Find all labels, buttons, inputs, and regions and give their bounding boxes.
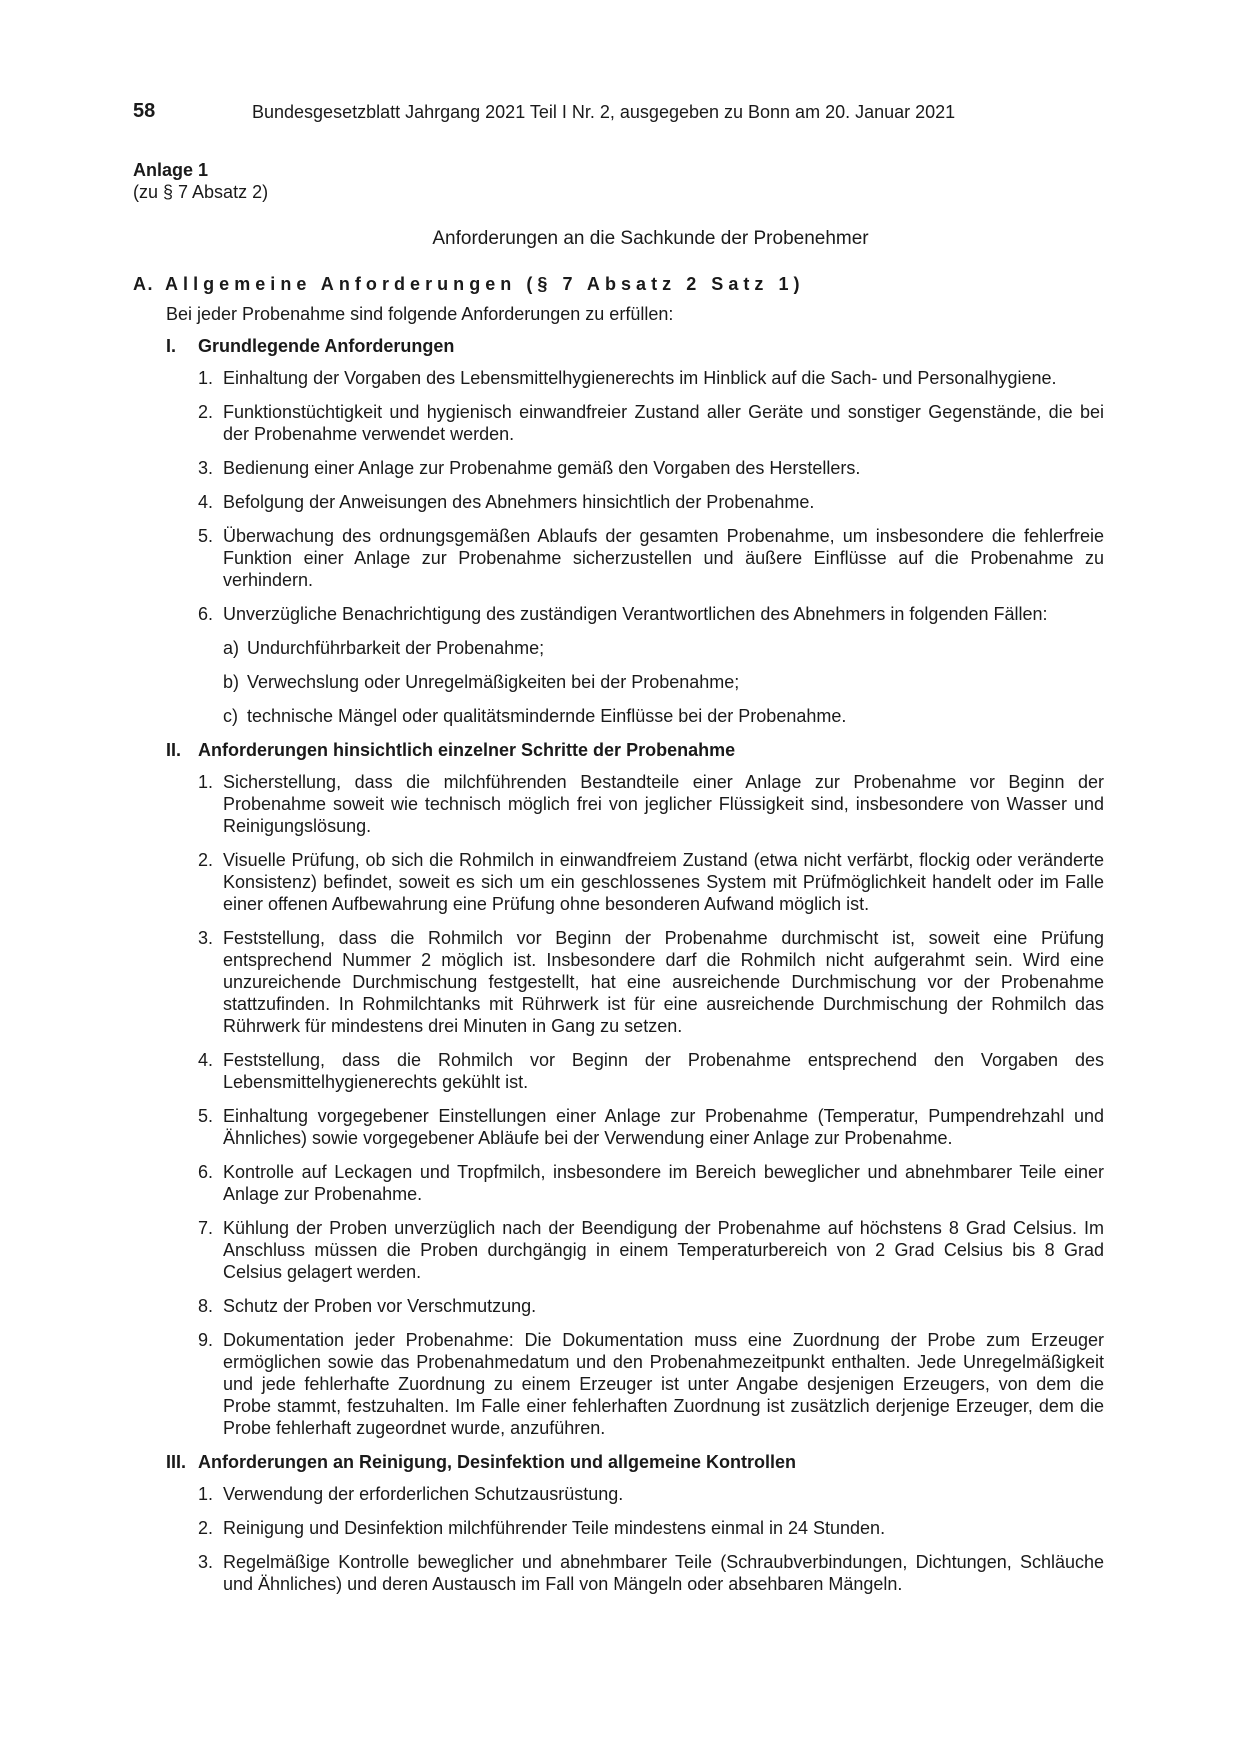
item-text: Kühlung der Proben unverzüglich nach der Beendigung der Probenahme auf höchstens 8 Grad Celsius. Im Anschluss müssen die Proben durchgängig in einem Temperaturbereich von 2 Grad Celsius bis 8 Grad Celsius gelagert werden. (223, 1218, 1104, 1282)
item-text: Bedienung einer Anlage zur Probenahme gemäß den Vorgaben des Herstellers. (223, 458, 861, 478)
item-text: Einhaltung vorgegebener Einstellungen einer Anlage zur Probenahme (Temperatur, Pumpendrehzahl und Ähnliches) sowie vorgegebener Abläufe bei der Verwendung einer Anlage zur Probenahme. (223, 1106, 1104, 1148)
section-title: Allgemeine Anforderungen (§ 7 Absatz 2 Satz 1) (165, 274, 805, 294)
list-item (198, 1105, 1113, 1149)
item-text: Reinigung und Desinfektion milchführender Teile mindestens einmal in 24 Stunden. (223, 1518, 886, 1538)
item-text: technische Mängel oder qualitätsmindernde Einflüsse bei der Probenahme. (247, 706, 847, 726)
section-heading (133, 273, 1113, 295)
subsection-title: Anforderungen hinsichtlich einzelner Schritte der Probenahme (198, 740, 736, 760)
running-head: Bundesgesetzblatt Jahrgang 2021 Teil I Nr. 2, ausgegeben zu Bonn am 20. Januar 2021 (252, 102, 956, 122)
item-number: 2. (198, 1518, 214, 1538)
document-body (133, 273, 1113, 1607)
item-number: 4. (198, 492, 214, 512)
item-text: Dokumentation jeder Probenahme: Die Dokumentation muss eine Zuordnung der Probe zum Erzeuger ermöglichen sowie das Probenahmedatum und den Probenahmezeitpunkt enthalten. Jede Unregelmäßigkeit und jede fehlerhafte Zuordnung zu einem Erzeuger ist unter Angabe desjenigen Erzeugers, von dem die Probe stammt, festzuhalten. Im Falle einer fehlerhaften Zuordnung ist zusätzlich derjenige Erzeuger, dem die Probe fehlerhaft zugeordnet wurde, anzuführen. (223, 1330, 1104, 1438)
list-item (198, 1483, 1113, 1505)
list-item (198, 401, 1113, 445)
sub-list-item (223, 705, 1113, 727)
item-text: Befolgung der Anweisungen des Abnehmers hinsichtlich der Probenahme. (223, 492, 815, 512)
item-number: 7. (198, 1218, 214, 1238)
list-item (198, 771, 1113, 837)
sub-list-item (223, 637, 1113, 659)
item-number: 3. (198, 458, 214, 478)
subsection-heading (166, 1451, 1113, 1473)
item-text: Funktionstüchtigkeit und hygienisch einwandfreier Zustand aller Geräte und sonstiger Gegenstände, die bei der Probenahme verwendet werden. (223, 402, 1104, 444)
item-number: 1. (198, 772, 214, 792)
item-text: Verwechslung oder Unregelmäßigkeiten bei der Probenahme; (247, 672, 740, 692)
item-text: Feststellung, dass die Rohmilch vor Beginn der Probenahme durchmischt ist, soweit eine Prüfung entsprechend Nummer 2 möglich ist. Insbesondere darf die Rohmilch nicht aufgerahmt sein. Wird eine unzureichende Durchmischung festgestellt, hat eine ausreichende Durchmischung vor der Probenahme stattzufinden. In Rohmilchtanks mit Rührwerk ist für eine ausreichende Durchmischung der Rohmilch das Rührwerk für mindestens drei Minuten in Gang zu setzen. (223, 928, 1104, 1036)
item-number: 1. (198, 368, 214, 388)
subsection-title: Anforderungen an Reinigung, Desinfektion und allgemeine Kontrollen (198, 1452, 797, 1472)
item-number: 6. (198, 604, 214, 624)
annex-block (133, 159, 268, 203)
subsection-heading (166, 335, 1113, 357)
item-number: 3. (198, 928, 214, 948)
section-mark: A. (133, 274, 154, 294)
item-text: Verwendung der erforderlichen Schutzausrüstung. (223, 1484, 624, 1504)
list-item (198, 367, 1113, 389)
item-number: 2. (198, 402, 214, 422)
list-item (198, 1295, 1113, 1317)
document-title: Anforderungen an die Sachkunde der Probenehmer (432, 228, 869, 249)
list-item (198, 603, 1113, 625)
item-number: 5. (198, 526, 214, 546)
section-intro: Bei jeder Probenahme sind folgende Anforderungen zu erfüllen: (166, 304, 674, 324)
item-number: 9. (198, 1330, 214, 1350)
item-text: Regelmäßige Kontrolle beweglicher und abnehmbarer Teile (Schraubverbindungen, Dichtungen, Schläuche und Ähnliches) und deren Austausch im Fall von Mängeln oder absehbaren Mängeln. (223, 1552, 1104, 1594)
subsection-numeral: II. (166, 740, 182, 760)
item-text: Schutz der Proben vor Verschmutzung. (223, 1296, 537, 1316)
item-number: 4. (198, 1050, 214, 1070)
list-item (198, 525, 1113, 591)
item-number: 8. (198, 1296, 214, 1316)
item-text: Undurchführbarkeit der Probenahme; (247, 638, 545, 658)
item-number: 1. (198, 1484, 214, 1504)
subsection-title: Grundlegende Anforderungen (198, 336, 455, 356)
list-item (198, 1161, 1113, 1205)
item-number: 3. (198, 1552, 214, 1572)
item-list (133, 1483, 1113, 1595)
item-number: 2. (198, 850, 214, 870)
annex-reference: (zu § 7 Absatz 2) (133, 182, 269, 202)
subsection-heading (166, 739, 1113, 761)
list-item (198, 1329, 1113, 1439)
page-number: 58 (133, 100, 156, 122)
list-item (198, 491, 1113, 513)
item-letter: a) (223, 638, 240, 658)
page-header (133, 100, 1113, 124)
sub-list-item (223, 671, 1113, 693)
item-letter: b) (223, 672, 240, 692)
subsection-numeral: III. (166, 1452, 187, 1472)
list-item (198, 849, 1113, 915)
item-text: Sicherstellung, dass die milchführenden Bestandteile einer Anlage zur Probenahme vor Beginn der Probenahme soweit wie technisch möglich frei von jeglicher Flüssigkeit sind, insbesondere von Wasser und Reinigungslösung. (223, 772, 1104, 836)
item-number: 6. (198, 1162, 214, 1182)
annex-title: Anlage 1 (133, 160, 209, 180)
item-text: Feststellung, dass die Rohmilch vor Beginn der Probenahme entsprechend den Vorgaben des Lebensmittelhygienerechts gekühlt ist. (223, 1050, 1104, 1092)
item-list (133, 771, 1113, 1439)
list-item (198, 1049, 1113, 1093)
item-text: Visuelle Prüfung, ob sich die Rohmilch in einwandfreiem Zustand (etwa nicht verfärbt, flockig oder veränderte Konsistenz) befindet, soweit es sich um ein geschlossenes System mit Prüfmöglichkeit handelt oder im Falle einer offenen Aufbewahrung eine Prüfung ohne besonderen Aufwand möglich ist. (223, 850, 1104, 914)
item-text: Unverzügliche Benachrichtigung des zuständigen Verantwortlichen des Abnehmers in folgenden Fällen: (223, 604, 1048, 624)
item-text: Überwachung des ordnungsgemäßen Ablaufs der gesamten Probenahme, um insbesondere die fehlerfreie Funktion einer Anlage zur Probenahme sicherzustellen und äußere Einflüsse auf die Probenahme zu verhindern. (223, 526, 1104, 590)
list-item (198, 1517, 1113, 1539)
item-number: 5. (198, 1106, 214, 1126)
item-list (133, 367, 1113, 727)
item-text: Kontrolle auf Leckagen und Tropfmilch, insbesondere im Bereich beweglicher und abnehmbarer Teile einer Anlage zur Probenahme. (223, 1162, 1104, 1204)
item-text: Einhaltung der Vorgaben des Lebensmittelhygienerechts im Hinblick auf die Sach- und Personalhygiene. (223, 368, 1057, 388)
list-item (198, 1217, 1113, 1283)
list-item (198, 457, 1113, 479)
subsection-numeral: I. (166, 336, 177, 356)
item-letter: c) (223, 706, 238, 726)
list-item (198, 1551, 1113, 1595)
list-item (198, 927, 1113, 1037)
